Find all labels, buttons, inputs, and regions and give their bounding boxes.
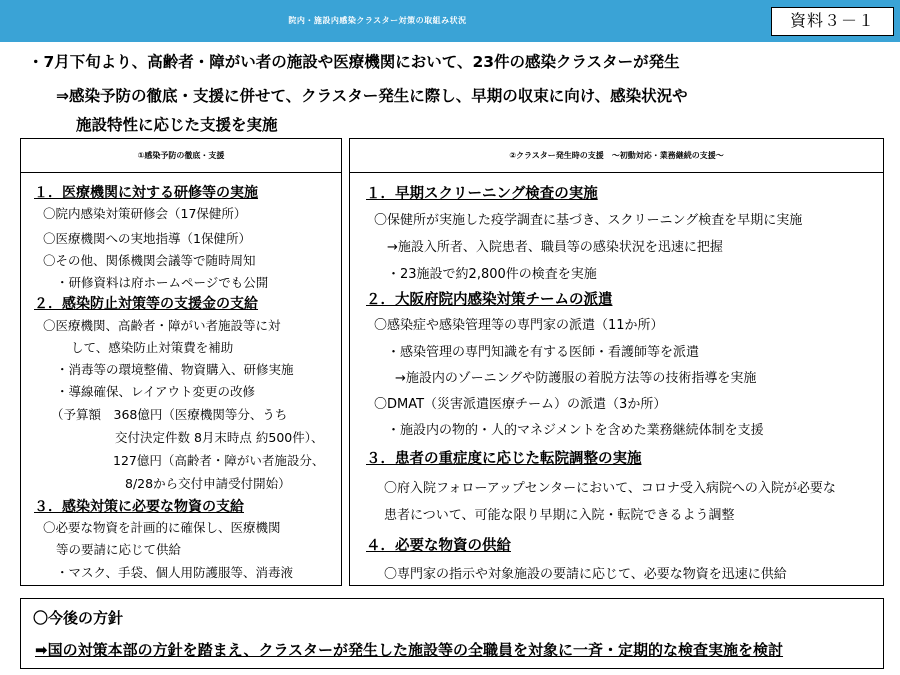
list-item: 127億円（高齢者・障がい者施設分、 — [113, 453, 325, 468]
list-item: 〇必要な物資を計画的に確保し、医療機関 — [43, 520, 281, 535]
intro-line-1: ・7月下旬より、高齢者・障がい者の施設や医療機関において、23件の感染クラスターが発生 — [28, 53, 680, 71]
list-item: 〇保健所が実施した疫学調査に基づき、スクリーニング検査を早期に実施 — [374, 213, 803, 228]
future-policy-box — [20, 598, 884, 669]
list-item: ・施設内の物的・人的マネジメントを含めた業務継続体制を支援 — [387, 423, 764, 438]
list-item: 〇専門家の指示や対象施設の要請に応じて、必要な物資を迅速に供給 — [384, 567, 787, 582]
list-item: 8/28から交付申請受付開始） — [125, 476, 291, 491]
section-heading: １．早期スクリーニング検査の実施 — [366, 186, 598, 202]
section-heading: ３．感染対策に必要な物資の支給 — [34, 499, 244, 515]
list-item: 患者について、可能な限り早期に入院・転院できるよう調整 — [384, 508, 735, 523]
panel-title-cluster: ②クラスター発生時の支援 ～初動対応・業務継続の支援～ — [350, 139, 883, 173]
list-item: 〇医療機関への実地指導（1保健所） — [43, 231, 251, 246]
section-heading: １．医療機関に対する研修等の実施 — [34, 185, 258, 201]
document-label: 資料３－１ — [771, 7, 894, 36]
list-item: 等の要請に応じて供給 — [56, 542, 182, 557]
section-heading: ２．感染防止対策等の支援金の支給 — [34, 296, 258, 312]
list-item: 〇院内感染対策研修会（17保健所） — [43, 206, 247, 221]
section-heading: ４．必要な物資の供給 — [366, 538, 511, 554]
list-item: 〇その他、関係機関会議等で随時周知 — [43, 253, 256, 268]
title-bar — [0, 0, 900, 42]
list-item: 〇DMAT（災害派遣医療チーム）の派遣（3か所） — [374, 397, 667, 412]
page-title: 院内・施設内感染クラスター対策の取組み状況 — [288, 16, 467, 25]
intro-line-3: 施設特性に応じた支援を実施 — [76, 116, 278, 134]
list-item: ・マスク、手袋、個人用防護服等、消毒液 — [56, 565, 294, 580]
list-item: ・感染管理の専門知識を有する医師・看護師等を派遣 — [387, 345, 700, 360]
list-item: 〇感染症や感染管理等の専門家の派遣（11か所） — [374, 318, 664, 333]
list-item: （予算額 368億円（医療機関等分、うち — [51, 407, 288, 422]
panel-title-prevention: ①感染予防の徹底・支援 — [21, 139, 341, 173]
list-item: ・研修資料は府ホームページでも公開 — [56, 275, 269, 290]
prevention-support-panel — [20, 138, 342, 586]
list-item: 交付決定件数 8月末時点 約500件）、 — [115, 430, 324, 445]
list-item: →施設入所者、入院患者、職員等の感染状況を迅速に把握 — [387, 240, 723, 255]
list-item: ・23施設で約2,800件の検査を実施 — [387, 267, 597, 282]
cluster-support-panel — [349, 138, 884, 586]
future-policy-title: 〇今後の方針 — [33, 609, 124, 627]
list-item: ・消毒等の環境整備、物資購入、研修実施 — [56, 362, 294, 377]
future-policy-text: ➡国の対策本部の方針を踏まえ、クラスターが発生した施設等の全職員を対象に一斉・定期的な検査実施を検討 — [35, 641, 784, 659]
list-item: →施設内のゾーニングや防護服の着脱方法等の技術指導を実施 — [395, 371, 757, 386]
section-heading: ２．大阪府院内感染対策チームの派遣 — [366, 292, 613, 308]
list-item: して、感染防止対策費を補助 — [71, 340, 234, 355]
section-heading: ３．患者の重症度に応じた転院調整の実施 — [366, 451, 642, 467]
list-item: 〇医療機関、高齢者・障がい者施設等に対 — [43, 318, 281, 333]
list-item: 〇府入院フォローアップセンターにおいて、コロナ受入病院への入院が必要な — [384, 481, 836, 496]
list-item: ・導線確保、レイアウト変更の改修 — [56, 384, 256, 399]
intro-line-2: ⇒感染予防の徹底・支援に併せて、クラスター発生に際し、早期の収束に向け、感染状況や — [56, 87, 688, 105]
